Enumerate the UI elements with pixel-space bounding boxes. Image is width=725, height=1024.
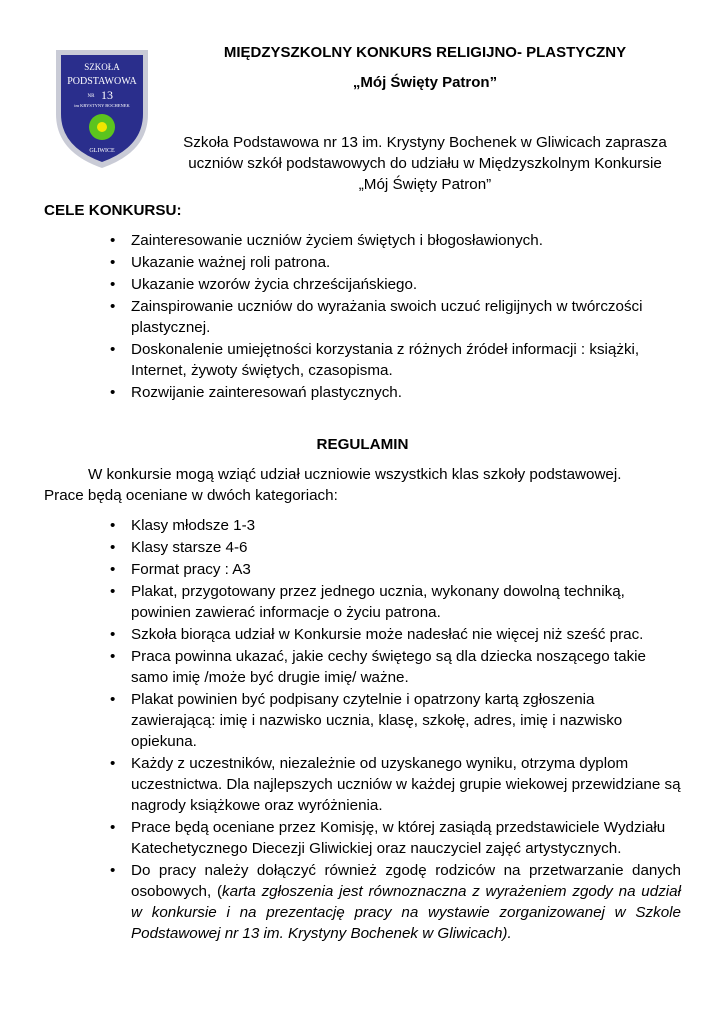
intro-line: Szkoła Podstawowa nr 13 im. Krystyny Bochenek w Gliwicach zaprasza — [183, 134, 667, 151]
list-item: • Klasy młodsze 1-3 — [0, 515, 681, 536]
list-item: • Szkoła biorąca udział w Konkursie może nadesłać nie więcej niż sześć prac. — [0, 624, 681, 645]
logo-bottom-text: GLIWICE — [89, 148, 115, 154]
goals-list — [0, 230, 681, 404]
list-item: • Format pracy : A3 — [0, 559, 681, 580]
list-item: • Ukazanie ważnej roli patrona. — [0, 252, 681, 273]
page-title: MIĘDZYSZKOLNY KONKURS RELIGIJNO- PLASTYCZNY — [223, 44, 627, 61]
list-item: • Rozwijanie zainteresowań plastycznych. — [0, 382, 681, 403]
logo-nr-label: NR — [87, 94, 95, 99]
consent-text: Do pracy należy dołączyć również zgodę rodziców na przetwarzanie danych osobowych, ( — [131, 862, 681, 900]
intro-line: „Mój Święty Patron” — [358, 176, 492, 193]
list-item: • Zainspirowanie uczniów do wyrażania swoich uczuć religijnych w twórczości plastycznej. — [0, 296, 681, 338]
page-subtitle: „Mój Święty Patron” — [352, 74, 498, 91]
consent-italic-text: karta zgłoszenia jest równoznaczna z wyrażeniem zgody na udział w konkursie i na prezentację pracy na wystawie zorganizowanej w Szkole Podstawowej nr 13 im. Krystyny Bochenek w Gliwicach). — [131, 883, 681, 942]
goals-heading: CELE KONKURSU: — [44, 202, 182, 219]
logo-top-text: SZKOŁA — [84, 62, 120, 72]
logo-name-text: im KRYSTYNY BOCHENEK — [74, 103, 130, 108]
regulations-intro — [44, 464, 664, 506]
regulations-intro-line: W konkursie mogą wziąć udział uczniowie wszystkich klas szkoły podstawowej. — [88, 466, 622, 483]
list-item: • Plakat powinien być podpisany czytelnie i opatrzony kartą zgłoszenia zawierającą: imię i nazwisko ucznia, klasę, szkołę, adres, imię i nazwisko opiekuna. — [0, 689, 681, 752]
intro-line: uczniów szkół podstawowych do udziału w Międzyszkolnym Konkursie — [188, 155, 662, 172]
list-item: • Prace będą oceniane przez Komisję, w której zasiądą przedstawiciele Wydziału Katechetycznego Diecezji Gliwickiej oraz nauczyciel zajęć artystycznych. — [0, 817, 681, 859]
regulations-intro-line: Prace będą oceniane w dwóch kategoriach: — [44, 487, 338, 504]
list-item: • Doskonalenie umiejętności korzystania z różnych źródeł informacji : książki, Internet, żywoty świętych, czasopisma. — [0, 339, 681, 381]
regulations-list — [0, 515, 681, 945]
list-item: • Plakat, przygotowany przez jednego ucznia, wykonany dowolną techniką, powinien zawierać informacje o życiu patrona. — [0, 581, 681, 623]
list-item: • Zainteresowanie uczniów życiem świętych i błogosławionych. — [0, 230, 681, 251]
list-item: • Praca powinna ukazać, jakie cechy świętego są dla dziecka noszącego takie samo imię /może być drugie imię/ ważne. — [0, 646, 681, 688]
intro-paragraph — [165, 132, 685, 195]
list-item: • Klasy starsze 4-6 — [0, 537, 681, 558]
logo-middle-text: PODSTAWOWA — [67, 76, 137, 87]
list-item: • Każdy z uczestników, niezależnie od uzyskanego wyniku, otrzyma dyplom uczestnictwa. Dla najlepszych uczniów w każdej grupie wiekowej przewidziane są nagrody książkowe oraz wyróżnienia. — [0, 753, 681, 816]
flower-icon — [89, 114, 115, 140]
list-item: • Ukazanie wzorów życia chrześcijańskiego. — [0, 274, 681, 295]
list-item-consent — [0, 860, 681, 944]
school-logo — [52, 44, 152, 170]
logo-number: 13 — [101, 88, 113, 102]
regulations-heading: REGULAMIN — [316, 436, 409, 453]
